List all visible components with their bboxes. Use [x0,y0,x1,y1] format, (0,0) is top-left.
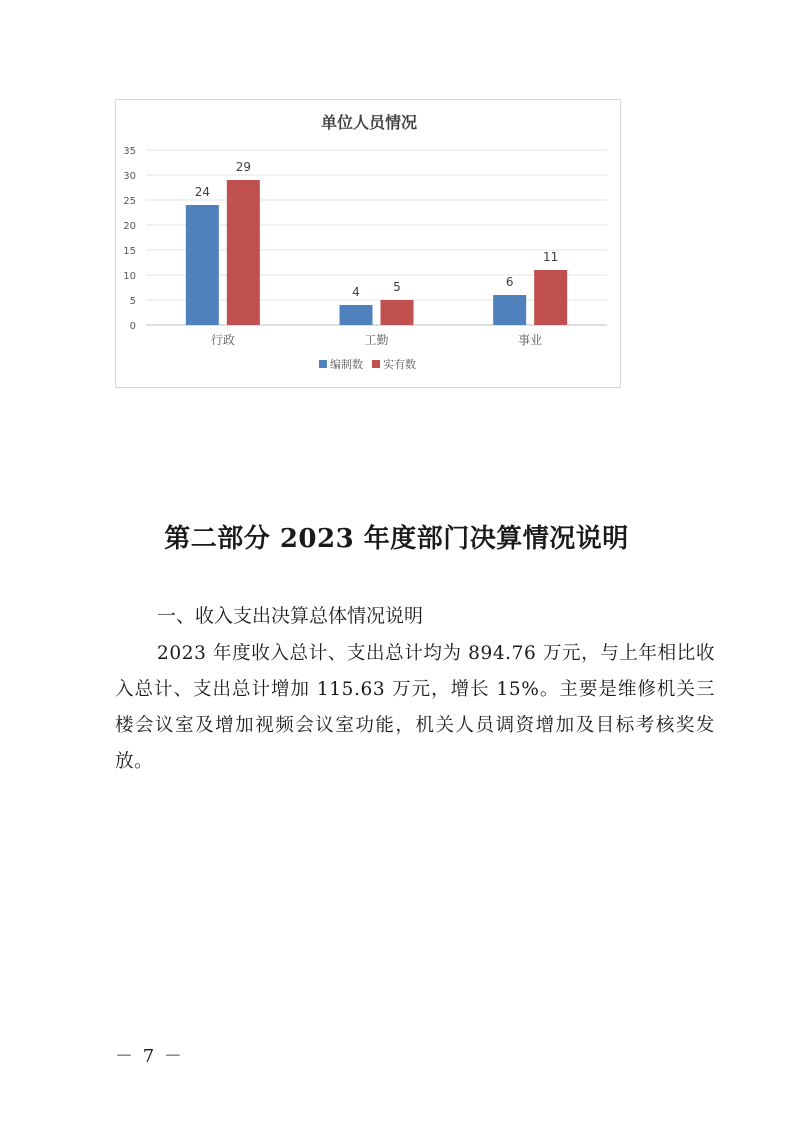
bar-establishment [493,295,526,325]
legend-label: 实有数 [383,358,416,371]
section-title: 第二部分 2023 年度部门决算情况说明 [164,524,629,554]
bar-actual [534,270,567,325]
data-label: 24 [194,185,210,199]
y-tick-label: 25 [123,196,136,207]
y-tick-label: 10 [123,271,136,282]
data-label: 5 [393,280,401,294]
staffing-chart [115,99,621,388]
bar-establishment [340,305,373,325]
x-axis-ticks [211,332,542,347]
bar-actual [227,180,260,325]
data-label: 29 [235,160,251,174]
y-tick-label: 30 [123,171,136,182]
y-tick-label: 15 [123,246,136,257]
y-tick-label: 0 [129,321,136,332]
chart-canvas [116,100,622,389]
page-number: － 7 － [115,1046,184,1067]
y-tick-label: 5 [129,296,136,307]
x-tick-label: 行政 [210,333,235,347]
data-label: 11 [543,250,559,264]
chart-title: 单位人员情况 [320,113,418,132]
x-tick-label: 工勤 [364,333,389,347]
data-label: 6 [505,275,514,289]
legend-swatch [319,360,327,368]
legend-swatch [372,360,380,368]
bars [186,180,567,325]
subheading: 一、收入支出决算总体情况说明 [157,605,424,627]
legend-label: 编制数 [330,358,363,371]
bar-actual [381,300,414,325]
data-label: 4 [352,285,360,299]
y-tick-label: 20 [123,221,136,232]
legend [319,357,416,371]
y-axis-ticks [123,146,136,332]
body-paragraph: 2023 年度收入总计、支出总计均为 894.76 万元，与上年相比收入总计、支出总计增加 115.63 万元，增长 15%。主要是维修机关三楼会议室及增加视频会议室功能，机关人员调资增加及目标考核奖发放。 [115,643,715,772]
bar-establishment [186,205,219,325]
x-tick-label: 事业 [518,333,543,347]
y-tick-label: 35 [123,146,136,157]
